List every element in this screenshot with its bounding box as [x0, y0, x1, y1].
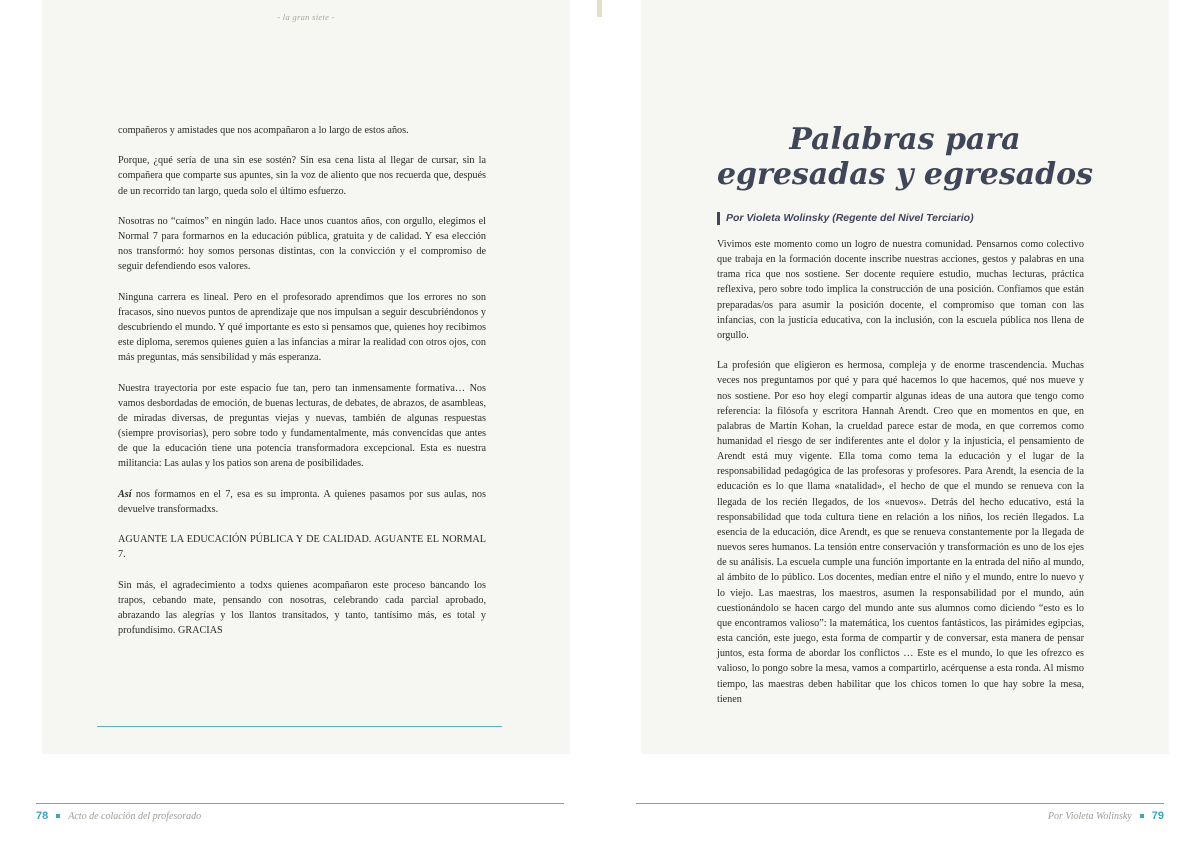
slogan-paragraph: AGUANTE LA EDUCACIÓN PÚBLICA Y DE CALIDAD. AGUANTE EL NORMAL 7. [118, 534, 486, 561]
square-bullet-icon [56, 814, 60, 818]
footer-rule-left [36, 803, 564, 804]
paragraph: Vivimos este momento como un logro de nuestra comunidad. Pensarnos como colectivo que trabaja en la formación docente inscribe nuestras acciones, gestos y palabras en una trama rica que nos sostiene. Ser docente requiere estudio, muchas lecturas, práctica reflexiva, pero sobre todo implica la construcción de una posición. Confiamos que están preparadas/os para asumir la posición docente, el compromiso que toman con las infancias, con la justicia educativa, con la inclusión, con la escuela pública nos llena de orgullo. [717, 239, 1084, 341]
page-number-left: 78 [36, 810, 49, 822]
gutter-bookmark [597, 0, 602, 17]
footer-right [1048, 810, 1164, 822]
paragraph: La profesión que eligieron es hermosa, compleja y de enorme trascendencia. Muchas veces nos preguntamos por qué y para qué hacemos lo que hacemos, qué nos mueve y nos sostiene. Por eso hoy elegí compartir algunas ideas de una autora que tengo como referencia: la filósofa y escritora Hannah Arendt. Creo que en momentos en que, en palabras de Martín Kohan, la crueldad parece estar de moda, en que corremos como humanidad el riesgo de ser indiferentes ante el dolor y la injusticia, el pensamiento de Arendt está muy vigente. Ella toma como tema la educación y el lugar de la responsabilidad pedagógica de las profesoras y profesores. Para Arendt, la esencia de la educación es lo que llama «natalidad», el hecho de que el mundo se renueva con la llegada de los recién llegados, de los «nuevos». Detrás del hecho educativo, está la responsabilidad que toda cultura tiene en relación a los niños, los recién llegados. La esencia de la educación, dice Arendt, es que se renueva constantemente por la llegada de nuevos seres humanos. La tensión entre conservación y transformación es uno de los ejes de su análisis. La escuela cumple una función importante en la entrada del niño al mundo, al ámbito de lo público. Los docentes, median entre el niño y el mundo, entre lo nuevo y lo viejo. Las maestras, los maestros, asumen la responsabilidad por el mundo, aún cuestionándolo se hacen cargo del mundo ante sus alumnos como diciendo “esto es lo que encontramos valioso”: la matemática, los cuentos fantásticos, las pirámides egipcias, esta canción, este juego, esta forma de compartir y de conversar, esta manera de pensar juntos, esta forma de abordar los conflictos … Este es el mundo, lo que les ofrezco es valioso, lo pongo sobre la mesa, vamos a compartirlo, acérquense a esta ronda. Al mismo tiempo, las maestras deben habilitar que los chicos tomen lo que hay sobre la mesa, tienen [717, 360, 1084, 705]
footer-left [36, 810, 201, 822]
paragraph: Nuestra trayectoria por este espacio fue tan, pero tan inmensamente formativa… Nos vamos desbordadas de emoción, de buenas lecturas, de debates, de abrazos, de asambleas, de miradas diversas, de preguntas viejas y nuevas, también de algunas respuestas (siempre provisorias), pero sobre todo y fundamentalmente, más convencidas que antes de que la educación tiene una potencia transformadora excepcional. Esta es nuestra militancia: Las aulas y los patios son arena de posibilidades. [118, 382, 486, 470]
paragraph: Porque, ¿qué sería de una sin ese sostén? Sin esa cena lista al llegar de cursar, sin la compañera que comparte sus apuntes, sin la voz de aliento que nos recuerda que, después de un recorrido tan largo, queda solo el último esfuerzo. [118, 155, 486, 197]
running-head: - la gran siete - [277, 12, 335, 22]
emphasis-word: Así [118, 488, 132, 500]
square-bullet-icon [1140, 814, 1144, 818]
page-number-right: 79 [1151, 810, 1164, 822]
footer-section-label: Acto de colación del profesorado [68, 810, 202, 822]
paragraph: Sin más, el agradecimiento a todxs quienes acompañaron este proceso bancando los trapos, cebando mate, pensando con nosotras, celebrando cada parcial aprobado, abrazando las alegrías y los llantos transitados, y tanto, tantísimo más, es total y profundísimo. GRACIAS [118, 579, 486, 637]
paragraph: compañeros y amistades que nos acompañaron a lo largo de estos años. [118, 125, 409, 136]
paragraph: Ninguna carrera es lineal. Pero en el profesorado aprendimos que los errores no son fracasos, sino nuevos puntos de aprendizaje que nos impulsan a seguir descubriéndonos y descubriendo el mundo. Y qué importante es esto si pensamos que, quienes hoy recibimos este diploma, seremos quienes guíen a las infancias a mirar la realidad con otros ojos, con más preguntas, más sensibilidad y más esperanza. [118, 291, 486, 364]
title-line-1: Palabras para [789, 122, 1021, 157]
title-line-2: egresadas y egresados [716, 157, 1094, 192]
paragraph-rest: nos formamos en el 7, esa es su impronta. A quienes pasamos por sus aulas, nos devuelve transformadxs. [118, 488, 486, 515]
footer-rule-right [636, 803, 1164, 804]
right-article-body [717, 237, 1084, 707]
paragraph: Nosotras no “caímos” en ningún lado. Hace unos cuantos años, con orgullo, elegimos el Normal 7 para formarnos en la educación pública, gratuita y de calidad. Y esa elección nos transformó: hoy somos personas distintas, con la convicción y el compromiso de seguir defendiendo esos valores. [118, 215, 486, 273]
footer-author-label: Por Violeta Wolinsky [1047, 810, 1132, 822]
paragraph [118, 487, 486, 517]
byline-block [717, 211, 974, 225]
left-page-divider [97, 726, 502, 727]
left-article-body [118, 123, 486, 638]
byline: Por Violeta Wolinsky (Regente del Nivel Terciario) [726, 212, 974, 224]
byline-bar [717, 212, 720, 225]
article-title [641, 122, 1169, 192]
